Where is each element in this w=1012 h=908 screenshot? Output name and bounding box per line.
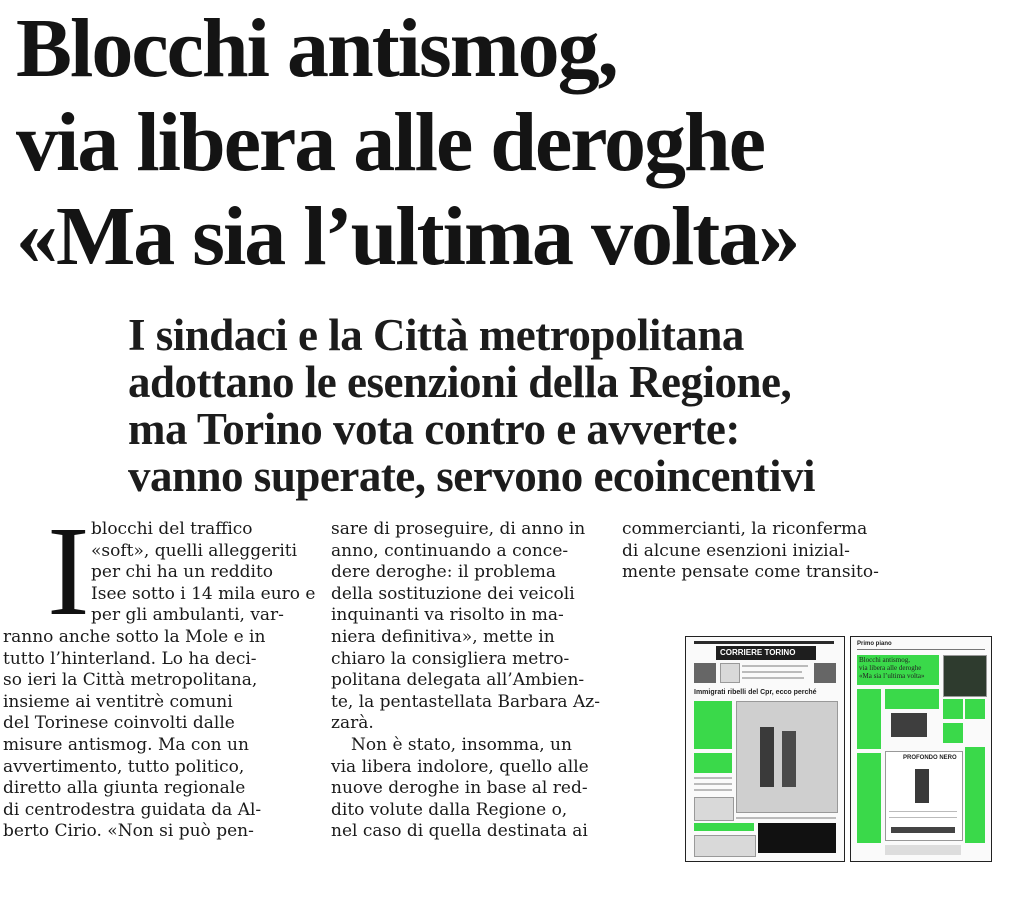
text-line: di alcune esenzioni inizial- [622, 540, 850, 561]
headline-line: via libera alle deroghe [16, 96, 765, 189]
text-line: niera definitiva», mette in [331, 626, 555, 647]
text-line: nuove deroghe in base al red- [331, 778, 588, 799]
text-rule [889, 811, 957, 812]
article-column-3 [622, 519, 884, 584]
text-line: ranno anche sotto la Mole e in [3, 626, 266, 647]
text-line: Isee sotto i 14 mila euro e [91, 583, 316, 604]
inside-headline: via libera alle deroghe [859, 664, 922, 672]
photo-figure [760, 727, 774, 787]
text-line: dere deroghe: il problema [331, 562, 557, 583]
article-column-1 [3, 500, 316, 843]
small-photo [720, 663, 740, 683]
text-line: zarà. [331, 713, 374, 734]
inside-headline: Blocchi antismog, [859, 656, 910, 664]
subheadline-line: I sindaci e la Città metropolitana [128, 310, 744, 360]
text-line: Non è stato, insomma, un [351, 734, 572, 755]
text-line: tutto l’hinterland. Lo ha deci- [3, 648, 257, 669]
footer-bar [885, 845, 961, 855]
text-line: per chi ha un reddito [91, 562, 274, 583]
text-line: politana delegata all’Ambien- [331, 670, 585, 691]
text-line: nel caso di quella destinata ai [331, 821, 588, 842]
text-line: «soft», quelli alleggeriti [91, 540, 298, 561]
text-line: te, la pentastellata Barbara Az- [331, 691, 600, 712]
text-line: avvertimento, tutto politico, [3, 756, 245, 777]
text-line: misure antismog. Ma con un [3, 734, 249, 755]
text-line: commercianti, la riconferma [622, 519, 868, 539]
text-line: di centrodestra guidata da Al- [3, 799, 262, 820]
highlight-box [694, 701, 732, 749]
text-line: per gli ambulanti, var- [91, 605, 284, 626]
highlight-box [965, 747, 985, 843]
ad-box [694, 663, 716, 683]
highlight-box [885, 689, 939, 709]
highlight-box [857, 753, 881, 843]
subheadline [128, 312, 998, 500]
text-rule [736, 817, 836, 819]
inside-headline: «Ma sia l’ultima volta» [859, 672, 925, 680]
text-line: sare di proseguire, di anno in [331, 519, 586, 539]
section-label: Primo piano [857, 641, 892, 647]
small-photo [694, 835, 756, 857]
masthead: CORRIERE TORINO [720, 648, 796, 657]
highlight-box [943, 723, 963, 743]
text-rule [742, 671, 802, 673]
front-headline: Immigrati ribelli del Cpr, ecco perché [694, 689, 817, 696]
text-line: chiaro la consigliera metro- [331, 648, 570, 669]
text-line: insieme ai ventitrè comuni [3, 691, 233, 712]
text-rule [889, 817, 957, 818]
subheadline-line: vanno superate, servono ecoincentivi [128, 451, 815, 501]
subheadline-line: adottano le esenzioni della Regione, [128, 357, 792, 407]
text-line: so ieri la Città metropolitana, [3, 670, 258, 691]
text-line: via libera indolore, quello alle [331, 756, 589, 777]
rule [857, 649, 985, 650]
highlight-box [943, 699, 963, 719]
text-rule [694, 789, 732, 791]
highlight-box [965, 699, 985, 719]
text-line: inquinanti va risolto in ma- [331, 605, 564, 626]
photo [943, 655, 987, 697]
text-rule [742, 677, 804, 679]
front-page-thumbnail[interactable] [685, 636, 845, 862]
inside-page-thumbnail[interactable] [850, 636, 992, 862]
photo [891, 713, 927, 737]
highlight-box [857, 689, 881, 749]
highlight-box [694, 823, 754, 831]
photo-figure [782, 731, 796, 787]
highlight-box [694, 753, 732, 773]
text-line: berto Cirio. «Non si può pen- [3, 821, 254, 842]
headline [16, 2, 1006, 284]
article-column-2 [331, 519, 600, 843]
text-line: blocchi del traffico [91, 519, 253, 539]
ad-banner [758, 823, 836, 853]
text-line: del Torinese coinvolti dalle [3, 713, 235, 734]
headline-line: Blocchi antismog, [16, 2, 617, 95]
headline-line: «Ma sia l’ultima volta» [16, 190, 799, 283]
small-photo [694, 797, 734, 821]
ad-box [814, 663, 836, 683]
text-line: dito volute dalla Regione o, [331, 799, 568, 820]
ad-figure [915, 769, 929, 803]
subheadline-line: ma Torino vota contro e avverte: [128, 404, 740, 454]
text-rule [694, 777, 732, 779]
text-rule [694, 783, 732, 785]
drop-cap: I [47, 500, 90, 642]
text-line: diretto alla giunta regionale [3, 778, 246, 799]
ad-footer [891, 827, 955, 833]
rule [694, 641, 834, 644]
text-line: della sostituzione dei veicoli [331, 583, 575, 604]
text-rule [742, 665, 808, 667]
text-line: anno, continuando a conce- [331, 540, 569, 561]
ad-title: PROFONDO NERO [903, 755, 957, 761]
text-line: mente pensate come transito- [622, 562, 879, 583]
